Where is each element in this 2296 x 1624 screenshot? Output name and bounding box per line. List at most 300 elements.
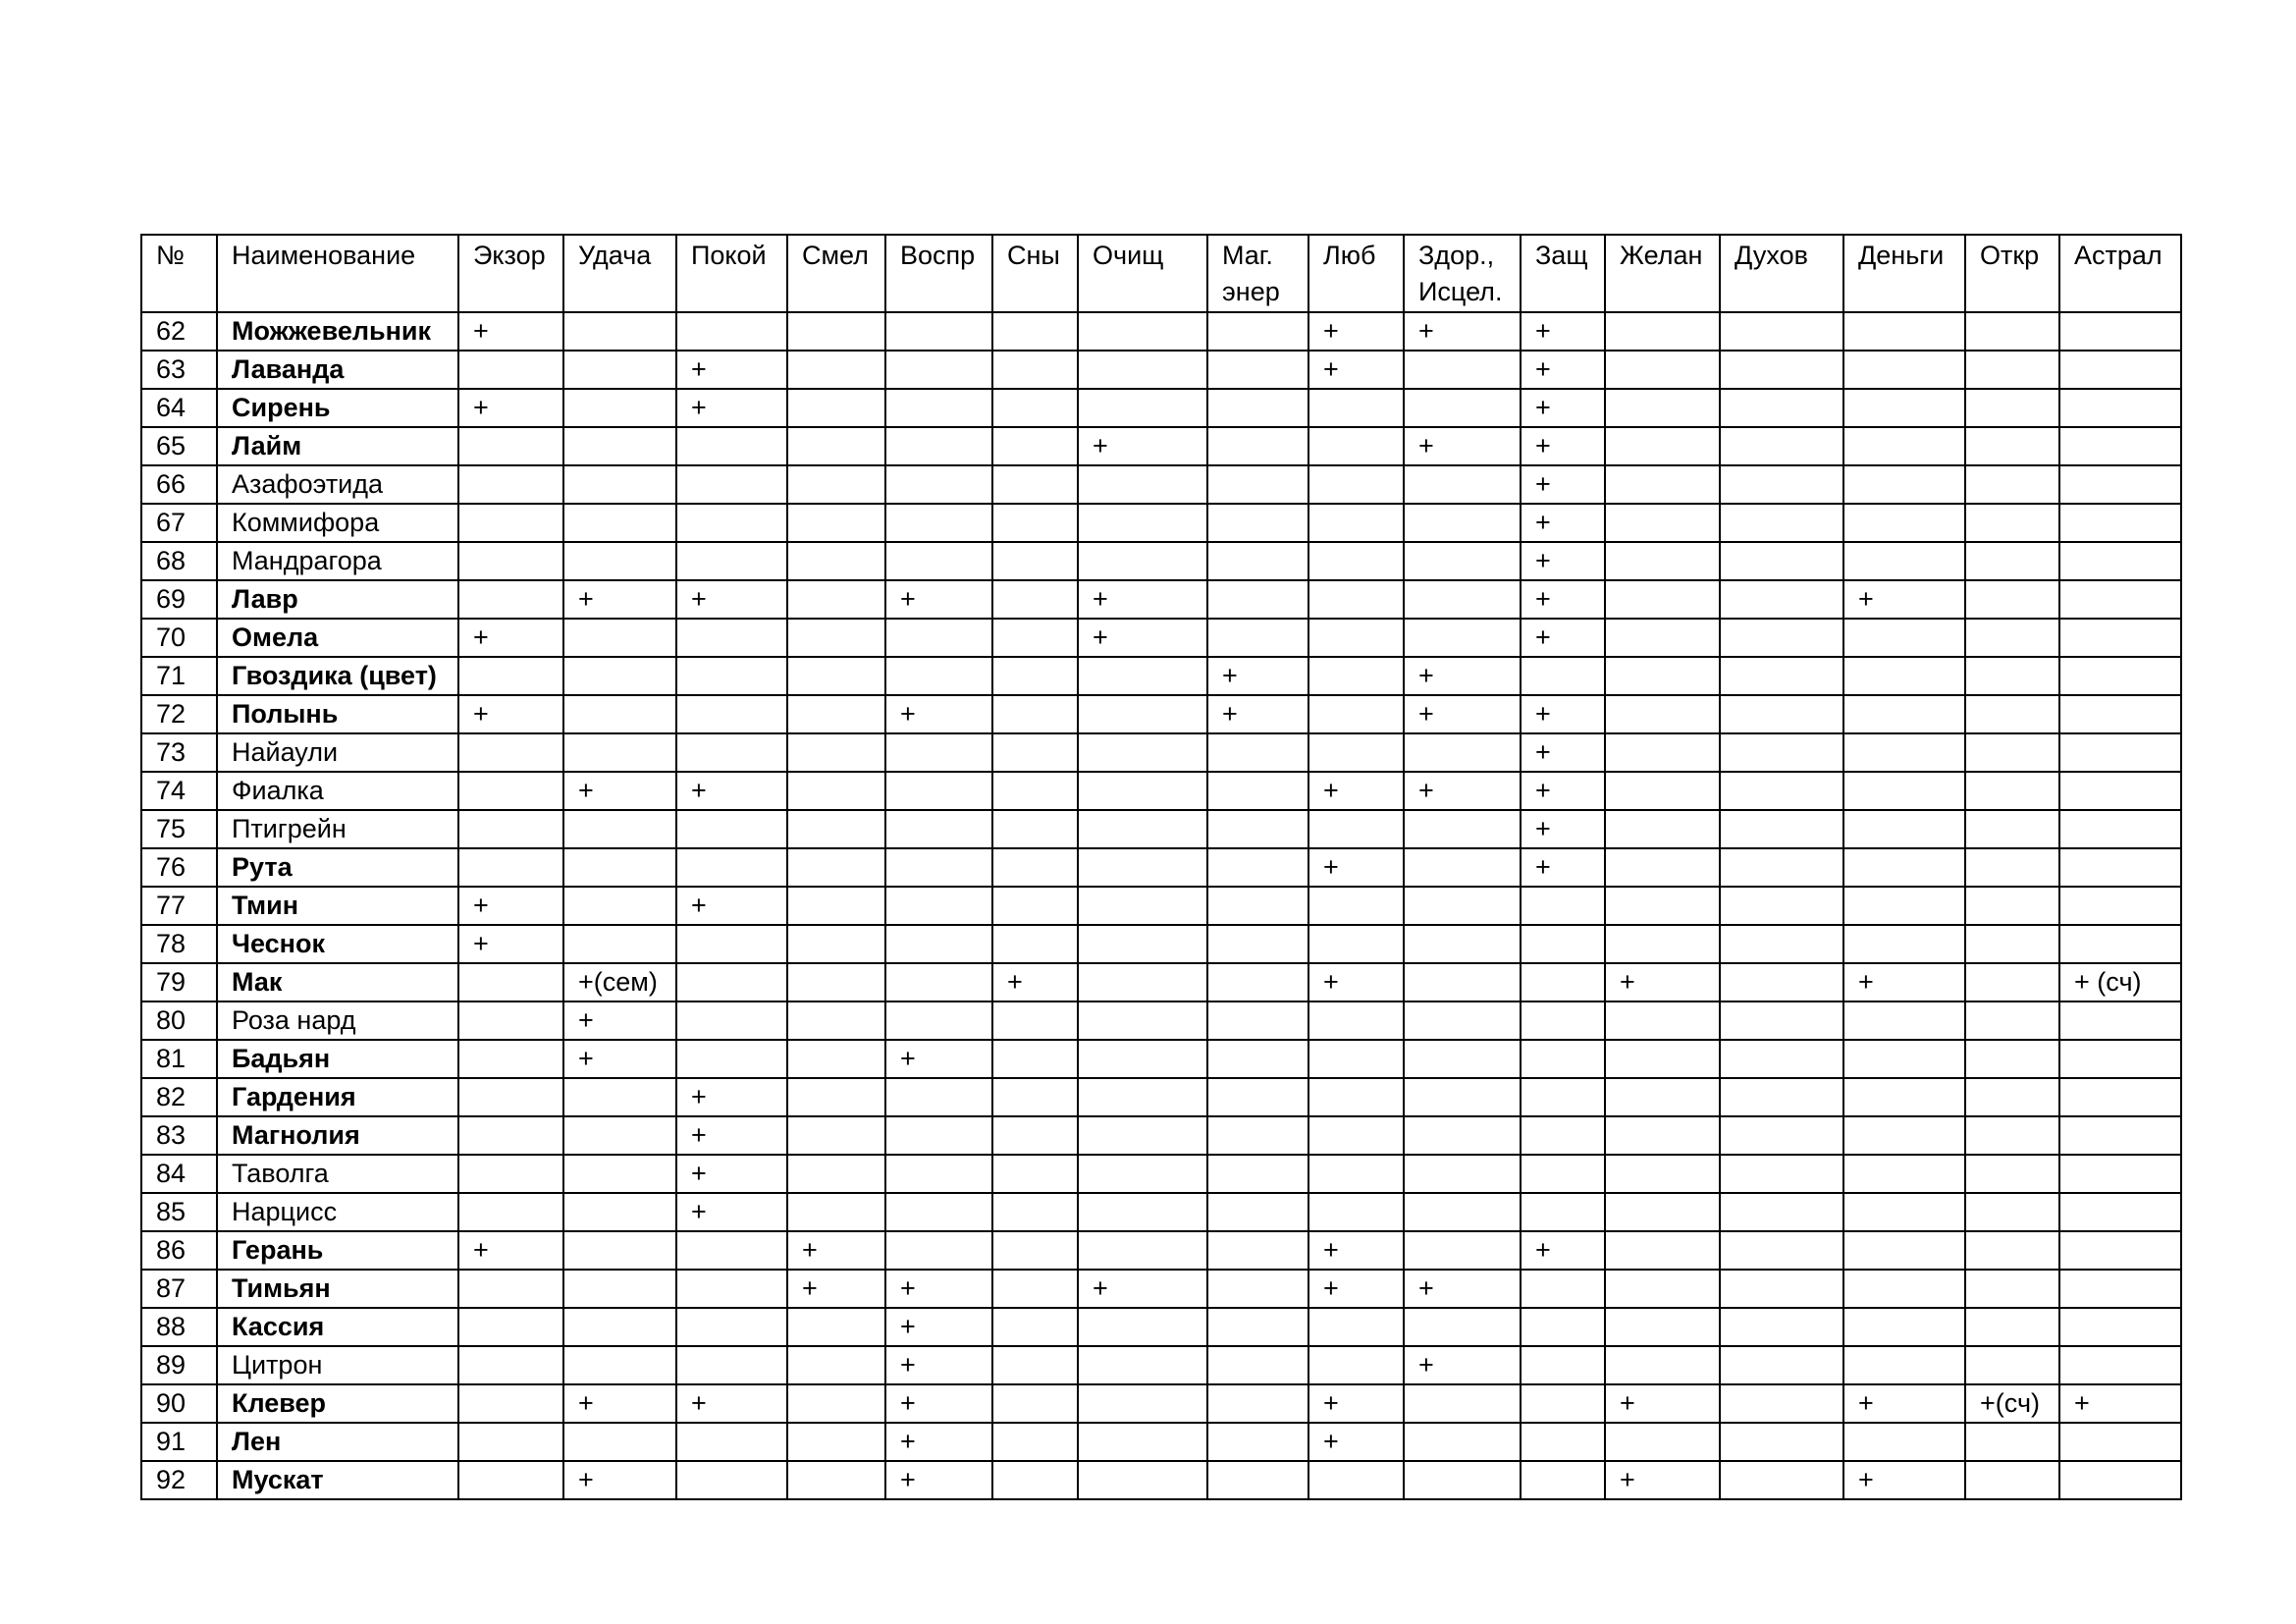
property-cell [2059, 1193, 2181, 1231]
property-cell [787, 504, 885, 542]
property-cell [2059, 580, 2181, 619]
table-row [141, 733, 2181, 772]
property-cell [1605, 1308, 1720, 1346]
property-cell [992, 427, 1078, 465]
property-cell [1843, 1231, 1965, 1270]
property-cell [676, 657, 787, 695]
table-row [141, 312, 2181, 351]
property-cell [2059, 810, 2181, 848]
property-cell [1308, 1308, 1404, 1346]
property-cell [1843, 887, 1965, 925]
property-cell: + [458, 389, 563, 427]
property-cell [992, 887, 1078, 925]
property-cell [458, 580, 563, 619]
property-cell: + [563, 772, 676, 810]
table-row [141, 427, 2181, 465]
property-cell: + [676, 772, 787, 810]
property-cell [1308, 1155, 1404, 1193]
property-cell [563, 657, 676, 695]
property-cell [563, 1270, 676, 1308]
property-cell [563, 427, 676, 465]
row-number: 92 [141, 1461, 217, 1499]
property-cell [676, 1270, 787, 1308]
property-cell [676, 619, 787, 657]
property-cell [1207, 810, 1308, 848]
property-cell [1078, 1193, 1207, 1231]
property-cell [1207, 1078, 1308, 1116]
row-number: 78 [141, 925, 217, 963]
property-cell: + [885, 1270, 992, 1308]
property-cell [787, 542, 885, 580]
property-cell: + [1521, 810, 1605, 848]
property-cell [676, 1040, 787, 1078]
property-cell [1843, 504, 1965, 542]
property-cell [787, 733, 885, 772]
row-number: 79 [141, 963, 217, 1001]
property-cell [1965, 1308, 2059, 1346]
property-cell [563, 1078, 676, 1116]
property-cell [563, 695, 676, 733]
property-cell [2059, 772, 2181, 810]
property-cell: + [885, 1040, 992, 1078]
table-row [141, 1116, 2181, 1155]
property-cell [1078, 351, 1207, 389]
property-cell [458, 848, 563, 887]
property-cell [787, 772, 885, 810]
property-cell [992, 1155, 1078, 1193]
property-cell [1605, 810, 1720, 848]
property-cell [1404, 1384, 1521, 1423]
property-cell: + [885, 1346, 992, 1384]
row-number: 77 [141, 887, 217, 925]
row-number: 85 [141, 1193, 217, 1231]
property-cell [1720, 695, 1843, 733]
property-cell [1720, 504, 1843, 542]
row-number: 72 [141, 695, 217, 733]
property-cell [1965, 1116, 2059, 1155]
property-cell: + [1404, 657, 1521, 695]
property-cell [992, 351, 1078, 389]
property-cell [563, 733, 676, 772]
property-cell [1521, 1116, 1605, 1155]
property-cell: + [1308, 848, 1404, 887]
column-header: Астрал [2059, 235, 2181, 312]
property-cell: + [676, 1193, 787, 1231]
property-cell [2059, 1270, 2181, 1308]
property-cell [1207, 619, 1308, 657]
property-cell [787, 465, 885, 504]
property-cell [458, 1461, 563, 1499]
item-name: Тмин [217, 887, 458, 925]
property-cell [1404, 619, 1521, 657]
property-cell [992, 695, 1078, 733]
property-cell: + [885, 1461, 992, 1499]
property-cell [1404, 389, 1521, 427]
property-cell: + [1521, 619, 1605, 657]
row-number: 81 [141, 1040, 217, 1078]
property-cell [1965, 312, 2059, 351]
property-cell [885, 1193, 992, 1231]
property-cell [1404, 963, 1521, 1001]
property-cell [1605, 695, 1720, 733]
property-cell [1404, 925, 1521, 963]
property-cell: + [885, 580, 992, 619]
property-cell [458, 733, 563, 772]
property-cell [885, 887, 992, 925]
property-cell [2059, 1116, 2181, 1155]
property-cell [1843, 389, 1965, 427]
property-cell [2059, 351, 2181, 389]
item-name: Чеснок [217, 925, 458, 963]
property-cell [676, 810, 787, 848]
property-cell [1843, 848, 1965, 887]
property-cell [563, 1423, 676, 1461]
property-cell [787, 1346, 885, 1384]
property-cell [1605, 1193, 1720, 1231]
property-cell [1521, 1001, 1605, 1040]
property-cell [1843, 1001, 1965, 1040]
property-cell [1720, 1346, 1843, 1384]
property-cell [1207, 1461, 1308, 1499]
property-cell: + (сч) [2059, 963, 2181, 1001]
property-cell [1965, 1193, 2059, 1231]
row-number: 65 [141, 427, 217, 465]
item-name: Гвоздика (цвет) [217, 657, 458, 695]
property-cell [1404, 465, 1521, 504]
property-cell [885, 542, 992, 580]
property-cell: + [1843, 580, 1965, 619]
item-name: Тимьян [217, 1270, 458, 1308]
property-cell [1404, 887, 1521, 925]
property-cell [1605, 848, 1720, 887]
property-cell [1404, 1308, 1521, 1346]
property-cell: + [458, 619, 563, 657]
property-cell [2059, 1001, 2181, 1040]
property-cell [1207, 1231, 1308, 1270]
property-cell [1308, 427, 1404, 465]
column-header: Сны [992, 235, 1078, 312]
item-name: Омела [217, 619, 458, 657]
property-cell: + [992, 963, 1078, 1001]
property-cell [1404, 1040, 1521, 1078]
column-header: Защ [1521, 235, 1605, 312]
property-cell [1965, 772, 2059, 810]
row-number: 80 [141, 1001, 217, 1040]
property-cell [1965, 619, 2059, 657]
property-cell [1605, 427, 1720, 465]
property-cell [1720, 312, 1843, 351]
property-cell [563, 1155, 676, 1193]
property-cell: + [1404, 695, 1521, 733]
property-cell: + [1521, 465, 1605, 504]
property-cell [1521, 963, 1605, 1001]
property-cell [1521, 1040, 1605, 1078]
property-cell: + [1404, 1270, 1521, 1308]
property-cell [1605, 351, 1720, 389]
property-cell [885, 312, 992, 351]
row-number: 86 [141, 1231, 217, 1270]
property-cell [992, 389, 1078, 427]
property-cell: + [1521, 542, 1605, 580]
property-cell [2059, 1346, 2181, 1384]
property-cell [1521, 1270, 1605, 1308]
property-cell [1720, 772, 1843, 810]
table-row [141, 772, 2181, 810]
row-number: 91 [141, 1423, 217, 1461]
property-cell [1078, 1384, 1207, 1423]
property-cell [676, 504, 787, 542]
property-cell [1404, 351, 1521, 389]
table-row [141, 1384, 2181, 1423]
property-cell [563, 351, 676, 389]
property-cell [1308, 733, 1404, 772]
property-cell [1605, 925, 1720, 963]
property-cell [1521, 1078, 1605, 1116]
property-cell [992, 1308, 1078, 1346]
property-cell [992, 542, 1078, 580]
property-cell [2059, 848, 2181, 887]
property-cell [1720, 1001, 1843, 1040]
property-cell [1207, 887, 1308, 925]
table-body [141, 312, 2181, 1499]
item-name: Рута [217, 848, 458, 887]
property-cell: + [1605, 963, 1720, 1001]
property-cell [1965, 925, 2059, 963]
property-cell [1078, 1461, 1207, 1499]
property-cell [787, 389, 885, 427]
property-cell [1308, 1040, 1404, 1078]
property-cell [787, 312, 885, 351]
property-cell: + [885, 1384, 992, 1423]
property-cell [1843, 465, 1965, 504]
property-cell [1720, 657, 1843, 695]
property-cell [1605, 887, 1720, 925]
property-cell [1843, 1078, 1965, 1116]
property-cell [458, 1040, 563, 1078]
property-cell [1965, 427, 2059, 465]
property-cell: + [1404, 312, 1521, 351]
table-row [141, 619, 2181, 657]
property-cell [458, 1384, 563, 1423]
property-cell: + [1521, 351, 1605, 389]
property-cell [1308, 1193, 1404, 1231]
row-number: 67 [141, 504, 217, 542]
property-cell: + [458, 312, 563, 351]
property-cell [1843, 619, 1965, 657]
property-cell [1207, 1270, 1308, 1308]
property-cell [1404, 1155, 1521, 1193]
table-row [141, 1155, 2181, 1193]
property-cell [1605, 1116, 1720, 1155]
table-row [141, 810, 2181, 848]
property-cell: + [1843, 1384, 1965, 1423]
property-cell [1965, 351, 2059, 389]
property-cell: + [1308, 1384, 1404, 1423]
property-cell [1207, 312, 1308, 351]
property-cell [1720, 963, 1843, 1001]
property-cell [2059, 1461, 2181, 1499]
property-cell [563, 887, 676, 925]
property-cell [1207, 580, 1308, 619]
property-cell [2059, 657, 2181, 695]
property-cell [787, 1461, 885, 1499]
property-cell [787, 810, 885, 848]
table-row [141, 1001, 2181, 1040]
table-row [141, 1231, 2181, 1270]
property-cell [1843, 312, 1965, 351]
item-name: Гардения [217, 1078, 458, 1116]
property-cell [1207, 772, 1308, 810]
property-cell [458, 657, 563, 695]
row-number: 84 [141, 1155, 217, 1193]
table-row [141, 580, 2181, 619]
property-cell [1965, 504, 2059, 542]
property-cell: + [1843, 1461, 1965, 1499]
property-cell [1605, 312, 1720, 351]
property-cell [1404, 810, 1521, 848]
property-cell: + [676, 351, 787, 389]
property-cell: + [1521, 580, 1605, 619]
row-number: 76 [141, 848, 217, 887]
property-cell: + [1207, 657, 1308, 695]
property-cell [1308, 1078, 1404, 1116]
property-cell [1404, 848, 1521, 887]
property-cell: + [563, 1001, 676, 1040]
property-cell [563, 1346, 676, 1384]
item-name: Лаванда [217, 351, 458, 389]
property-cell [1207, 925, 1308, 963]
property-cell [885, 810, 992, 848]
property-cell [1843, 925, 1965, 963]
property-cell [458, 465, 563, 504]
property-cell [1965, 887, 2059, 925]
property-cell [1207, 848, 1308, 887]
property-cell: + [1078, 427, 1207, 465]
row-number: 68 [141, 542, 217, 580]
property-cell [1843, 1040, 1965, 1078]
property-cell [2059, 1231, 2181, 1270]
property-cell [787, 1308, 885, 1346]
property-cell: + [563, 1461, 676, 1499]
property-cell [1605, 733, 1720, 772]
property-cell [1843, 1155, 1965, 1193]
property-cell [1078, 657, 1207, 695]
property-cell: + [676, 389, 787, 427]
property-cell [1843, 1193, 1965, 1231]
property-cell [1521, 1423, 1605, 1461]
property-cell [1965, 1040, 2059, 1078]
property-cell [1308, 542, 1404, 580]
property-cell: + [1308, 1423, 1404, 1461]
property-cell [2059, 1040, 2181, 1078]
table-row [141, 1078, 2181, 1116]
property-cell [458, 1078, 563, 1116]
property-cell [1308, 619, 1404, 657]
property-cell [1404, 1116, 1521, 1155]
table-row [141, 963, 2181, 1001]
property-cell [458, 542, 563, 580]
row-number: 63 [141, 351, 217, 389]
property-cell [1308, 1346, 1404, 1384]
property-cell [1207, 1001, 1308, 1040]
table-row [141, 848, 2181, 887]
item-name: Лайм [217, 427, 458, 465]
property-cell [1078, 963, 1207, 1001]
property-cell [1605, 1155, 1720, 1193]
row-number: 74 [141, 772, 217, 810]
property-cell [1308, 1001, 1404, 1040]
property-cell [1078, 389, 1207, 427]
property-cell [787, 695, 885, 733]
item-name: Бадьян [217, 1040, 458, 1078]
property-cell [1078, 1078, 1207, 1116]
property-cell [787, 848, 885, 887]
property-cell [1843, 427, 1965, 465]
property-cell [787, 887, 885, 925]
property-cell [992, 504, 1078, 542]
property-cell [458, 427, 563, 465]
property-cell [1308, 1116, 1404, 1155]
property-cell [1308, 695, 1404, 733]
property-cell [1308, 1461, 1404, 1499]
property-cell [1965, 1270, 2059, 1308]
property-cell [1404, 733, 1521, 772]
property-cell [1965, 1461, 2059, 1499]
property-cell [1965, 1346, 2059, 1384]
property-cell [676, 1308, 787, 1346]
property-cell [2059, 733, 2181, 772]
property-cell [1720, 925, 1843, 963]
property-cell: + [1308, 1270, 1404, 1308]
item-name: Фиалка [217, 772, 458, 810]
property-cell [1843, 1423, 1965, 1461]
property-cell [1720, 389, 1843, 427]
property-cell [885, 657, 992, 695]
property-cell [1965, 465, 2059, 504]
property-cell [1605, 542, 1720, 580]
property-cell [1078, 312, 1207, 351]
property-cell [676, 848, 787, 887]
property-cell [1843, 1308, 1965, 1346]
property-cell [1404, 1461, 1521, 1499]
property-cell [1404, 1193, 1521, 1231]
property-cell [885, 772, 992, 810]
row-number: 75 [141, 810, 217, 848]
property-cell [1207, 1308, 1308, 1346]
property-cell [458, 772, 563, 810]
property-cell [1207, 1384, 1308, 1423]
property-cell [1605, 504, 1720, 542]
property-cell [1404, 504, 1521, 542]
property-cell [992, 1423, 1078, 1461]
item-name: Мандрагора [217, 542, 458, 580]
column-header: Покой [676, 235, 787, 312]
property-cell [563, 1231, 676, 1270]
property-cell [787, 1040, 885, 1078]
table-row [141, 1346, 2181, 1384]
property-cell: + [1521, 504, 1605, 542]
property-cell [1078, 695, 1207, 733]
property-cell: + [1404, 772, 1521, 810]
table-row [141, 657, 2181, 695]
property-cell [992, 465, 1078, 504]
property-cell: + [1521, 695, 1605, 733]
property-cell: + [1521, 1231, 1605, 1270]
property-cell [1720, 1040, 1843, 1078]
property-cell [1521, 1308, 1605, 1346]
property-cell [992, 312, 1078, 351]
property-cell [885, 1155, 992, 1193]
